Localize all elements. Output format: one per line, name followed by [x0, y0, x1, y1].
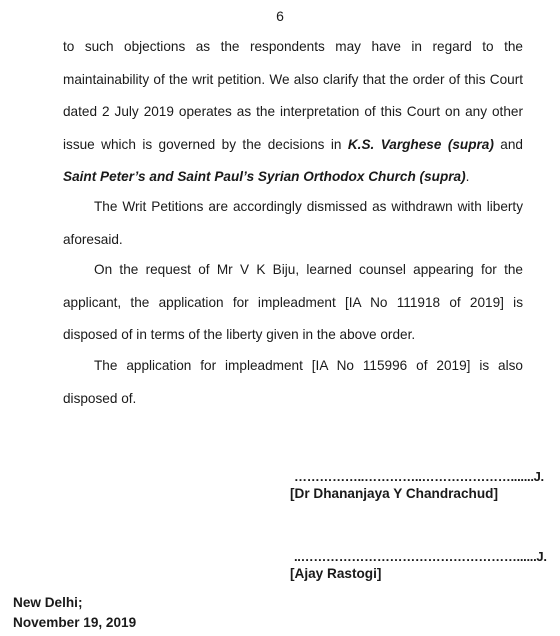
paragraph-1-text-c: . — [465, 169, 470, 184]
paragraph-1 — [63, 31, 523, 194]
judge-name-2: [Ajay Rastogi] — [290, 566, 382, 581]
place-date-block — [13, 593, 136, 633]
paragraph-4 — [63, 350, 523, 415]
paragraph-2 — [63, 191, 523, 256]
paragraph-3 — [63, 254, 523, 352]
paragraph-4-text: The application for impleadment [IA No 115996 of 2019] is also disposed of. — [63, 358, 523, 406]
signature-line-1: ……………..…………..………………….......J. — [294, 469, 544, 484]
judge-name-1: [Dr Dhananjaya Y Chandrachud] — [290, 486, 498, 501]
page-number: 6 — [276, 8, 284, 24]
case-citation-varghese: K.S. Varghese (supra) — [347, 136, 494, 152]
signature-line-2: ..……………………………………………......J. — [294, 549, 547, 564]
date: November 19, 2019 — [13, 615, 137, 630]
case-citation-saint-peter: Saint Peter’s and Saint Paul’s Syrian Orthodox Church (supra) — [63, 169, 466, 184]
paragraph-1-text-a: to such objections as the respondents may have in regard to the maintainability of the writ petition. We also clarify that the order of this Court dated 2 July 2019 operates as the interpretation of this Court on any other issue which is governed by the decisions in — [63, 39, 523, 152]
paragraph-1-text-b: and — [493, 136, 523, 152]
paragraph-2-text: The Writ Petitions are accordingly dismissed as withdrawn with liberty aforesaid. — [63, 199, 523, 247]
paragraph-3-text: On the request of Mr V K Biju, learned counsel appearing for the applicant, the application for impleadment [IA No 111918 of 2019] is disposed of in terms of the liberty given in the above order. — [63, 262, 523, 342]
place: New Delhi; — [13, 595, 83, 610]
